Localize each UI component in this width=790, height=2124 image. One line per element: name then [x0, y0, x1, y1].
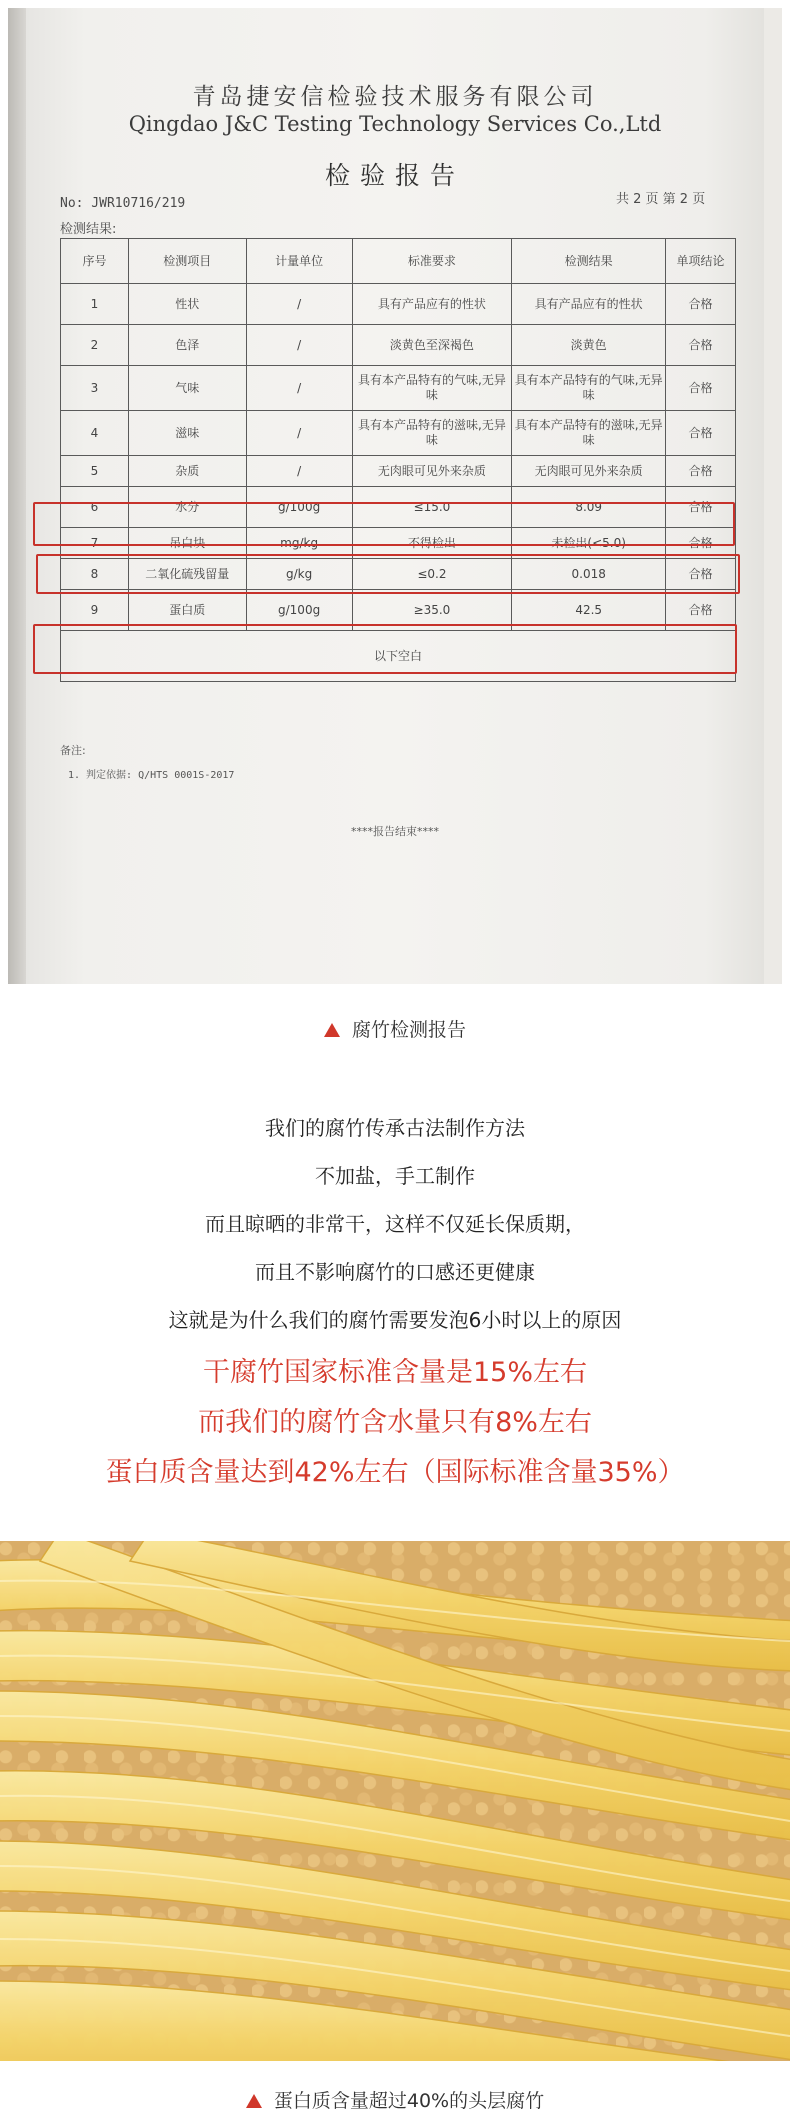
table-cell: 二氧化硫残留量 [128, 559, 246, 590]
caption-text: 蛋白质含量超过40%的头层腐竹 [273, 2090, 545, 2112]
yuba-sticks-illustration [0, 1541, 790, 2061]
table-cell: 合格 [666, 590, 736, 631]
column-header: 计量单位 [246, 239, 352, 284]
text-line: 我们的腐竹传承古法制作方法 [265, 1116, 525, 1140]
table-cell: / [246, 325, 352, 366]
table-cell: 具有本产品特有的滋味,无异味 [512, 411, 666, 456]
table-row [61, 366, 736, 411]
table-cell: 具有产品应有的性状 [512, 284, 666, 325]
table-cell: 蛋白质 [128, 590, 246, 631]
table-cell: 9 [61, 590, 129, 631]
page-info: 共 2 页 第 2 页 [616, 192, 706, 207]
table-cell: 1 [61, 284, 129, 325]
report-number: No: JWR10716/219 [60, 196, 186, 211]
column-header: 检测项目 [128, 239, 246, 284]
table-cell: 具有本产品特有的气味,无异味 [352, 366, 512, 411]
table-cell: 合格 [666, 528, 736, 559]
table-cell: 气味 [128, 366, 246, 411]
company-name-en: Qingdao J&C Testing Technology Services Co.,Ltd [128, 112, 662, 136]
table-row [61, 284, 736, 325]
table-cell: 具有本产品特有的气味,无异味 [512, 366, 666, 411]
company-name-cn: 青岛捷安信检验技术服务有限公司 [192, 84, 598, 110]
table-cell: 3 [61, 366, 129, 411]
highlight-line: 蛋白质含量达到42%左右（国际标准含量35%） [105, 1457, 685, 1488]
table-cell: 2 [61, 325, 129, 366]
table-cell: 具有本产品特有的滋味,无异味 [352, 411, 512, 456]
table-cell: / [246, 366, 352, 411]
table-cell: g/kg [246, 559, 352, 590]
judgment-basis: 1. 判定依据: Q/HTS 0001S-2017 [68, 770, 235, 781]
table-cell: 合格 [666, 411, 736, 456]
table-cell: / [246, 411, 352, 456]
table-cell: 8.09 [512, 487, 666, 528]
table-cell: g/100g [246, 487, 352, 528]
table-cell: 性状 [128, 284, 246, 325]
highlight-box-protein [33, 624, 737, 674]
text-line: 这就是为什么我们的腐竹需要发泡6小时以上的原因 [168, 1308, 622, 1332]
table-cell: ≥35.0 [352, 590, 512, 631]
table-row [61, 325, 736, 366]
table-cell: 8 [61, 559, 129, 590]
table-cell: 合格 [666, 325, 736, 366]
table-cell: 合格 [666, 456, 736, 487]
table-header-row [61, 239, 736, 284]
table-cell: ≤0.2 [352, 559, 512, 590]
highlight-line: 干腐竹国家标准含量是15%左右 [202, 1357, 587, 1388]
column-header: 序号 [61, 239, 129, 284]
table-cell: / [246, 456, 352, 487]
caption-report [0, 1015, 790, 1042]
table-cell: 0.018 [512, 559, 666, 590]
triangle-icon [324, 1023, 340, 1037]
report-end-note: ****报告结束**** [351, 825, 439, 838]
results-label: 检测结果: [60, 222, 117, 237]
table-cell: 合格 [666, 559, 736, 590]
table-cell: g/100g [246, 590, 352, 631]
paper-edge-shadow [8, 8, 26, 984]
report-title: 检验报告 [324, 161, 465, 190]
table-cell: 滋味 [128, 411, 246, 456]
column-header: 标准要求 [352, 239, 512, 284]
triangle-icon [246, 2094, 262, 2108]
text-line: 不加盐，手工制作 [315, 1164, 475, 1188]
table-cell: 不得检出 [352, 528, 512, 559]
table-cell: 合格 [666, 487, 736, 528]
table-cell: 合格 [666, 366, 736, 411]
table-cell: ≤15.0 [352, 487, 512, 528]
table-cell: 具有产品应有的性状 [352, 284, 512, 325]
highlight-box-moisture [33, 502, 735, 546]
table-cell: 无肉眼可见外来杂质 [352, 456, 512, 487]
test-report-photo [8, 8, 782, 984]
remark-label: 备注: [60, 744, 86, 757]
table-cell: 未检出(<5.0) [512, 528, 666, 559]
table-row [61, 411, 736, 456]
table-cell: 6 [61, 487, 129, 528]
table-cell: 吊白块 [128, 528, 246, 559]
table-cell: 7 [61, 528, 129, 559]
highlight-line: 而我们的腐竹含水量只有8%左右 [198, 1407, 592, 1438]
table-cell: mg/kg [246, 528, 352, 559]
table-cell: / [246, 284, 352, 325]
column-header: 检测结果 [512, 239, 666, 284]
results-table [60, 238, 736, 682]
report-paper [26, 8, 764, 984]
table-cell: 淡黄色 [512, 325, 666, 366]
yuba-product-photo [0, 1541, 790, 2061]
table-cell: 水分 [128, 487, 246, 528]
caption-text: 腐竹检测报告 [351, 1019, 466, 1041]
table-cell: 合格 [666, 284, 736, 325]
table-cell: 淡黄色至深褐色 [352, 325, 512, 366]
table-cell: 42.5 [512, 590, 666, 631]
column-header: 单项结论 [666, 239, 736, 284]
text-line: 而且不影响腐竹的口感还更健康 [255, 1260, 535, 1284]
table-cell: 5 [61, 456, 129, 487]
text-line: 而且晾晒的非常干，这样不仅延长保质期， [205, 1212, 585, 1236]
table-row [61, 456, 736, 487]
highlight-box-rongalite [36, 554, 740, 594]
table-cell: 无肉眼可见外来杂质 [512, 456, 666, 487]
caption-yuba [0, 2086, 790, 2113]
table-cell: 杂质 [128, 456, 246, 487]
table-cell: 4 [61, 411, 129, 456]
table-cell: 色泽 [128, 325, 246, 366]
blank-note: 以下空白 [61, 631, 736, 682]
